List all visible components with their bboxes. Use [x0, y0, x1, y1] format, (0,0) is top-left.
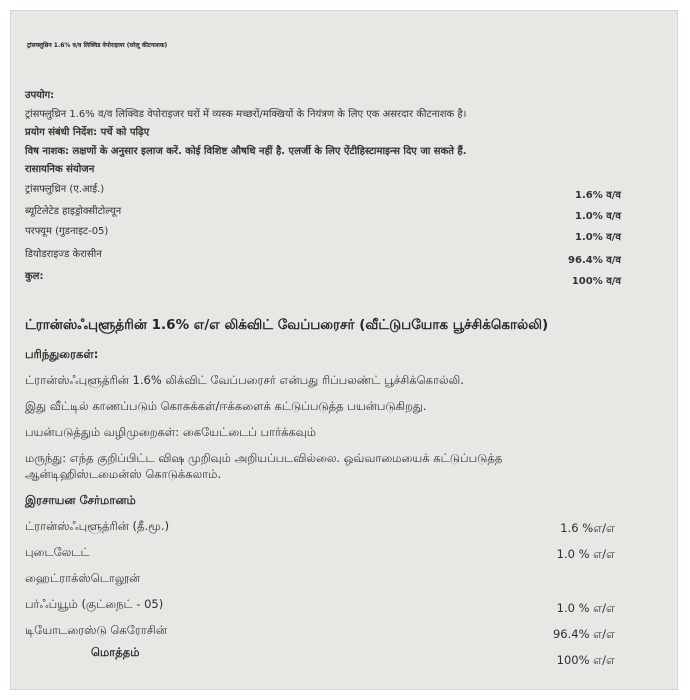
hindi-ingredient-value: 96.4% व/व: [568, 255, 621, 266]
tamil-ingredient-name: பர்ஃப்யூம் (குட்நைட் - 05): [25, 597, 164, 611]
tamil-usage-text: இது வீட்டில் காணப்படும் கொசுக்கள்/ஈக்களைக் கட்டுப்படுத்த பயன்படுகிறது.: [25, 399, 427, 413]
hindi-ingredient-name: ट्रांसफ्लुथ्रिन (ए.आई.): [25, 184, 105, 195]
tamil-antidote: மருந்து: எந்த குறிப்பிட்ட விஷ முறிவும் அறியப்படவில்லை. ஒவ்வாமையைக் கட்டுப்படுத்த: [25, 451, 503, 465]
tamil-ingredient-value: 1.0 % எ/எ: [556, 547, 615, 561]
hindi-ingredient-value: 1.0% व/व: [575, 232, 621, 243]
hindi-ingredient-value: 1.0% व/व: [575, 211, 621, 222]
tamil-usage-text: ட்ரான்ஸ்ஃபுளூத்ரின் 1.6% லிக்விட் வேப்பரைசர் என்பது ரிப்பலண்ட் பூச்சிக்கொல்லி.: [25, 373, 464, 387]
tamil-antidote: ஆன்டிஹிஸ்டமைன்ஸ் கொடுக்கலாம்.: [25, 467, 222, 481]
hindi-title: ट्रांसफ्लुथ्रिन 1.6% व/व लिक्विड वेपोराइजर (घरेलू कीटनाशक): [27, 42, 168, 49]
hindi-total-label: कुल:: [25, 271, 44, 282]
hindi-usage-text: ट्रांसफ्लुथ्रिन 1.6% व/व लिक्विड वेपोराइजर घरों में व्यस्क मच्छरों/मक्खियों के नियंत्रण के लिए एक असरदार कीटनाशक है।: [25, 109, 467, 120]
tamil-ingredient-value: 1.0 % எ/எ: [556, 601, 615, 615]
tamil-ingredient-name: புடைலேடட்: [25, 545, 90, 559]
tamil-ingredient-name: ஹைட்ராக்ஸ்டொலூன்: [25, 571, 141, 585]
tamil-total-label: மொத்தம்: [91, 645, 140, 659]
tamil-ingredient-value: 1.6 %எ/எ: [560, 521, 615, 535]
product-label: [10, 10, 678, 690]
tamil-title: ட்ரான்ஸ்ஃபுளூத்ரின் 1.6% எ/எ லிக்விட் வேப்பரைசர் (வீட்டுபயோக பூச்சிக்கொல்லி): [25, 317, 549, 333]
hindi-usage-heading: उपयोग:: [25, 90, 55, 101]
tamil-ingredient-value: 96.4% எ/எ: [552, 627, 615, 641]
hindi-ingredient-name: ब्यूटिलेटेड हाइड्रोक्सीटोल्यून: [25, 206, 122, 217]
hindi-total-value: 100% व/व: [571, 276, 621, 287]
hindi-ingredient-name: डियोडराइज्ड केरासीन: [25, 249, 102, 260]
tamil-composition-heading: இரசாயன சேர்மானம்: [25, 493, 136, 507]
hindi-ingredient-value: 1.6% व/व: [575, 190, 621, 201]
hindi-directions: प्रयोग संबंधी निर्देश: पर्चे को पढ़िए: [25, 127, 150, 138]
hindi-ingredient-name: परफ्यूम (गुडनाइट-05): [25, 226, 109, 237]
tamil-ingredient-name: டியோடரைஸ்டு கெரோசின்: [25, 623, 168, 637]
tamil-ingredient-name: ட்ரான்ஸ்ஃபுளூத்ரின் (தீ.மூ.): [25, 519, 170, 533]
tamil-total-value: 100% எ/எ: [556, 653, 615, 667]
tamil-directions: பயன்படுத்தும் வழிமுறைகள்: கையேட்டைப் பார்க்கவும்: [25, 425, 317, 439]
tamil-usage-heading: பரிந்துரைகள்:: [25, 347, 99, 361]
hindi-antidote: विष नाशक: लक्षणों के अनुसार इलाज करें. कोई विशिष्ट औषधि नहीं है. एलर्जी के लिए ऐंटीहिस्टामाइन्स दिए जा सकते हैं.: [25, 146, 467, 157]
hindi-composition-heading: रासायनिक संयोजन: [25, 164, 95, 175]
